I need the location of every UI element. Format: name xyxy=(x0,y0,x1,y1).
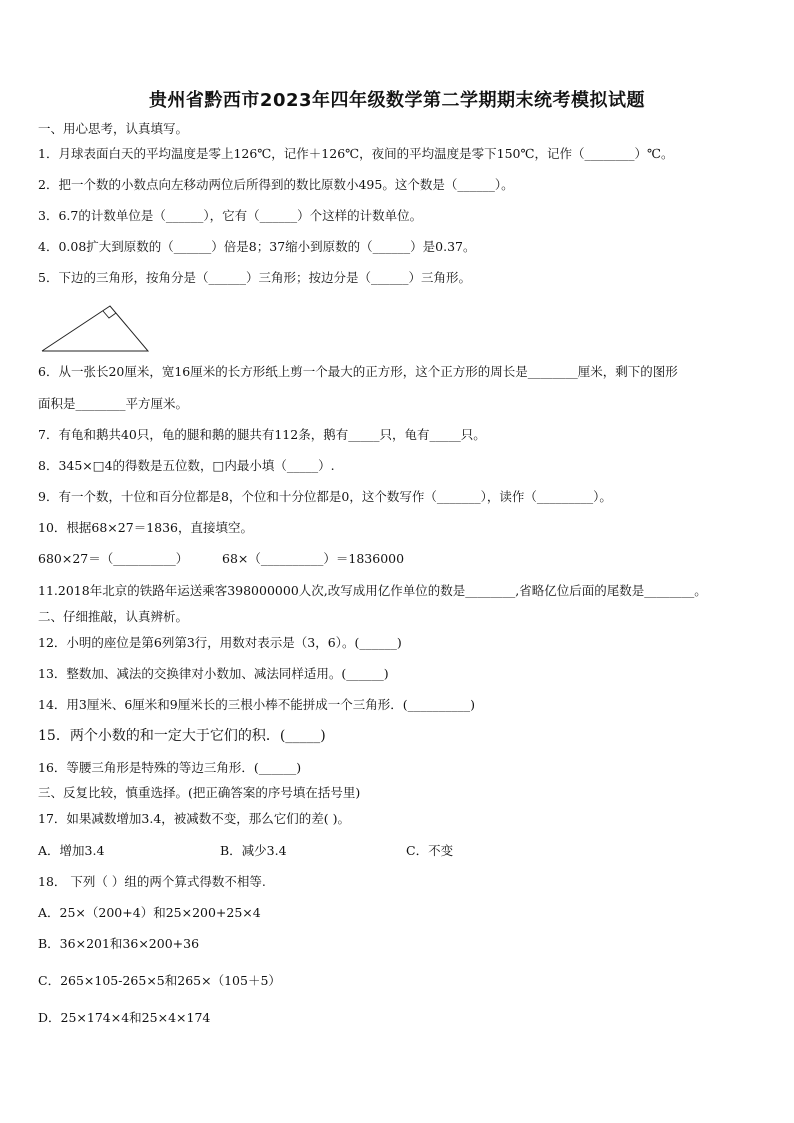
question-16: 16．等腰三角形是特殊的等边三角形．(______) xyxy=(38,760,302,775)
section-heading-3: 三、反复比较，慎重选择。(把正确答案的序号填在括号里) xyxy=(38,785,361,800)
question-18-option-a: A．25×（200+4）和25×200+25×4 xyxy=(38,905,261,920)
question-6-line-2: 面积是________平方厘米。 xyxy=(38,396,189,411)
question-6-line-1: 6．从一张长20厘米，宽16厘米的长方形纸上剪一个最大的正方形，这个正方形的周长是________厘米，剩下的图形 xyxy=(38,364,678,379)
option-c: C．不变 xyxy=(406,843,454,858)
option-a: A．增加3.4 xyxy=(38,843,105,858)
question-17-options xyxy=(38,842,770,860)
question-3: 3．6.7的计数单位是（______），它有（______）个这样的计数单位。 xyxy=(38,208,423,223)
section-heading-2: 二、仔细推敲，认真辨析。 xyxy=(38,609,189,624)
question-1: 1．月球表面白天的平均温度是零上126℃，记作＋126℃，夜间的平均温度是零下150℃，记作（________）℃。 xyxy=(38,146,674,161)
question-17: 17．如果减数增加3.4，被减数不变，那么它们的差( )。 xyxy=(38,811,351,826)
question-18: 18． 下列（ ）组的两个算式得数不相等. xyxy=(38,874,266,889)
question-13: 13．整数加、减法的交换律对小数加、减法同样适用。(______) xyxy=(38,666,389,681)
question-10: 10．根据68×27＝1836，直接填空。 xyxy=(38,520,254,535)
question-9: 9．有一个数，十位和百分位都是8，个位和十分位都是0，这个数写作（_______），读作（_________）。 xyxy=(38,489,612,504)
question-8: 8．345×□4的得数是五位数，□内最小填（_____）. xyxy=(38,458,335,473)
question-18-option-d: D．25×174×4和25×4×174 xyxy=(38,1010,211,1025)
question-18-option-c: C．265×105-265×5和265×（105＋5） xyxy=(38,973,281,988)
question-18-option-b: B．36×201和36×200+36 xyxy=(38,936,200,951)
question-10-part-a: 680×27＝（__________） xyxy=(38,551,189,566)
question-10-part-b: 68×（__________）＝1836000 xyxy=(222,551,405,566)
question-14: 14．用3厘米、6厘米和9厘米长的三根小棒不能拼成一个三角形．(__________) xyxy=(38,697,476,712)
section-heading-1: 一、用心思考，认真填写。 xyxy=(38,121,189,136)
question-2: 2．把一个数的小数点向左移动两位后所得到的数比原数小495。这个数是（______）。 xyxy=(38,177,514,192)
question-12: 12．小明的座位是第6列第3行，用数对表示是（3，6）。(______) xyxy=(38,635,402,650)
question-5: 5．下边的三角形，按角分是（______）三角形；按边分是（______）三角形。 xyxy=(38,270,471,285)
page-title: 贵州省黔西市2023年四年级数学第二学期期末统考模拟试题 xyxy=(148,90,646,111)
question-15: 15．两个小数的和一定大于它们的积．(_____) xyxy=(38,728,326,744)
option-b: B．减少3.4 xyxy=(220,843,287,858)
triangle-figure xyxy=(40,303,152,355)
question-7: 7．有龟和鹅共40只，龟的腿和鹅的腿共有112条，鹅有_____只，龟有_____只。 xyxy=(38,427,486,442)
question-11: 11.2018年北京的铁路年运送乘客398000000人次,改写成用亿作单位的数是________,省略亿位后面的尾数是________。 xyxy=(38,583,707,598)
question-4: 4．0.08扩大到原数的（______）倍是8；37缩小到原数的（______）是0.37。 xyxy=(38,239,476,254)
